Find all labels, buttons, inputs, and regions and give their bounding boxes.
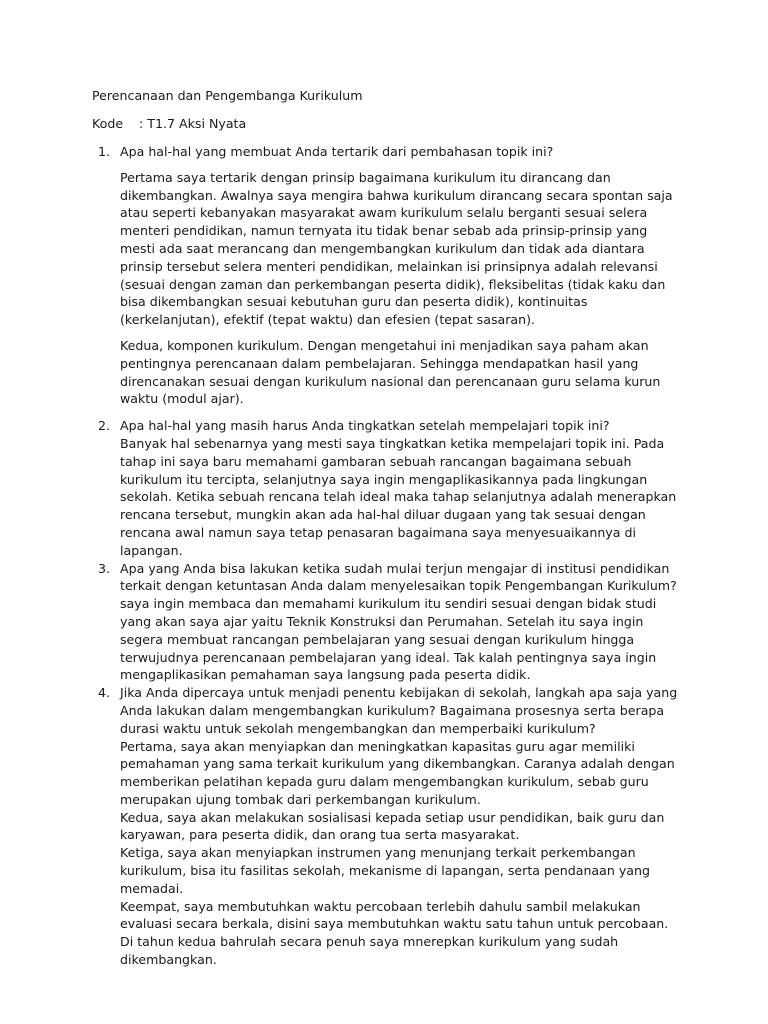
- answer-paragraph: Ketiga, saya akan menyiapkan instrumen yang menunjang terkait perkembangan kurikulum, bisa itu fasilitas sekolah, mekanisme di lapangan, serta pendanaan yang memadai.: [120, 845, 650, 896]
- question-text: Apa yang Anda bisa lakukan ketika sudah mulai terjun mengajar di institusi pendidikan terkait dengan ketuntasan Anda dalam menyelesaikan topik Pengembangan Kurikulum?: [120, 560, 677, 594]
- question-list: [92, 143, 682, 969]
- document-title: Perencanaan dan Pengembanga Kurikulum: [92, 88, 363, 103]
- item-number: 2.: [98, 418, 111, 434]
- answer-paragraph: Keempat, saya membutuhkan waktu percobaan terlebih dahulu sambil melakukan evaluasi secara berkala, disini saya membutuhkan waktu satu tahun untuk percobaan. Di tahun kedua bahrulah secara penuh saya mnerepkan kurikulum yang sudah dikembangkan.: [120, 898, 669, 968]
- answer-paragraph: Banyak hal sebenarnya yang mesti saya tingkatkan ketika mempelajari topik ini. Pada tahap ini saya baru memahami gambaran sebuah rancangan bagaimana sebuah kurikulum itu tercipta, selanjutnya saya ingin mengaplikasikannya pada lingkungan sekolah. Ketika sebuah rencana telah ideal maka tahap selanjutnya adalah menerapkan rencana tersebut, mungkin akan ada hal-hal diluar dugaan yang tak sesuai dengan rencana awal namun saya tetap penasaran bagaimana saya menyesuaikannya di lapangan.: [120, 435, 677, 558]
- list-item: [92, 143, 682, 408]
- code-label: Kode: [92, 116, 124, 131]
- document-code: [92, 115, 246, 133]
- answer-paragraph: Kedua, komponen kurikulum. Dengan mengetahui ini menjadikan saya paham akan pentingnya perencanaan dalam pembelajaran. Sehingga mendapatkan hasil yang direncanakan sesuai dengan kurikulum nasional dan perencanaan guru selama kurun waktu (modul ajar).: [120, 337, 661, 407]
- item-number: 1.: [98, 144, 111, 159]
- question-text: Apa hal-hal yang membuat Anda tertarik dari pembahasan topik ini?: [120, 144, 554, 159]
- list-item: [92, 684, 682, 969]
- list-item: [92, 417, 682, 559]
- code-value: : T1.7 Aksi Nyata: [139, 116, 247, 131]
- question-text: Apa hal-hal yang masih harus Anda tingkatkan setelah mempelajari topik ini?: [120, 418, 610, 434]
- list-item: [92, 560, 682, 685]
- answer-paragraph: Kedua, saya akan melakukan sosialisasi kepada setiap usur pendidikan, baik guru dan karyawan, para peserta didik, dan orang tua serta masyarakat.: [120, 809, 665, 843]
- answer-paragraph: Pertama, saya akan menyiapkan dan meningkatkan kapasitas guru agar memiliki pemahaman yang sama terkait kurikulum yang dikembangkan. Caranya adalah dengan memberikan pelatihan kepada guru dalam mengembangkan kurikulum, sebab guru merupakan ujung tombak dari perkembangan kurikulum.: [120, 738, 675, 807]
- answer-paragraph: Pertama saya tertarik dengan prinsip bagaimana kurikulum itu dirancang dan dikembangkan. Awalnya saya mengira bahwa kurikulum dirancang secara spontan saja atau seperti kebanyakan masyarakat awam kurikulum selalu berganti sesuai selera menteri pendidikan, namun ternyata itu tidak benar sebab ada prinsip-prinsip yang mesti ada saat merancang dan mengembangkan kurikulum dan tidak ada diantara prinsip tersebut selera menteri pendidikan, melainkan isi prinsipnya adalah relevansi (sesuai dengan zaman dan perkembangan peserta didik), fleksibelitas (tidak kaku dan bisa dikembangkan sesuai kebutuhan guru dan peserta didik), kontinuitas (kerkelanjutan), efektif (tepat waktu) dan efesien (tepat sasaran).: [120, 169, 673, 328]
- item-number: 3.: [98, 560, 111, 576]
- item-number: 4.: [98, 685, 111, 701]
- question-text: Jika Anda dipercaya untuk menjadi penentu kebijakan di sekolah, langkah apa saja yang Anda lakukan dalam mengembangkan kurikulum? Bagaimana prosesnya serta berapa durasi waktu untuk sekolah mengembangkan dan memperbaiki kurikulum?: [120, 685, 678, 736]
- answer-paragraph: saya ingin membaca dan memahami kurikulum itu sendiri sesuai dengan bidak studi yang akan saya ajar yaitu Teknik Konstruksi dan Perumahan. Setelah itu saya ingin segera membuat rancangan pembelajaran yang sesuai dengan kurikulum hingga terwujudnya perencanaan pembelajaran yang ideal. Tak kalah pentingnya saya ingin mengaplikasikan pemahaman saya langsung pada peserta didik.: [120, 596, 657, 683]
